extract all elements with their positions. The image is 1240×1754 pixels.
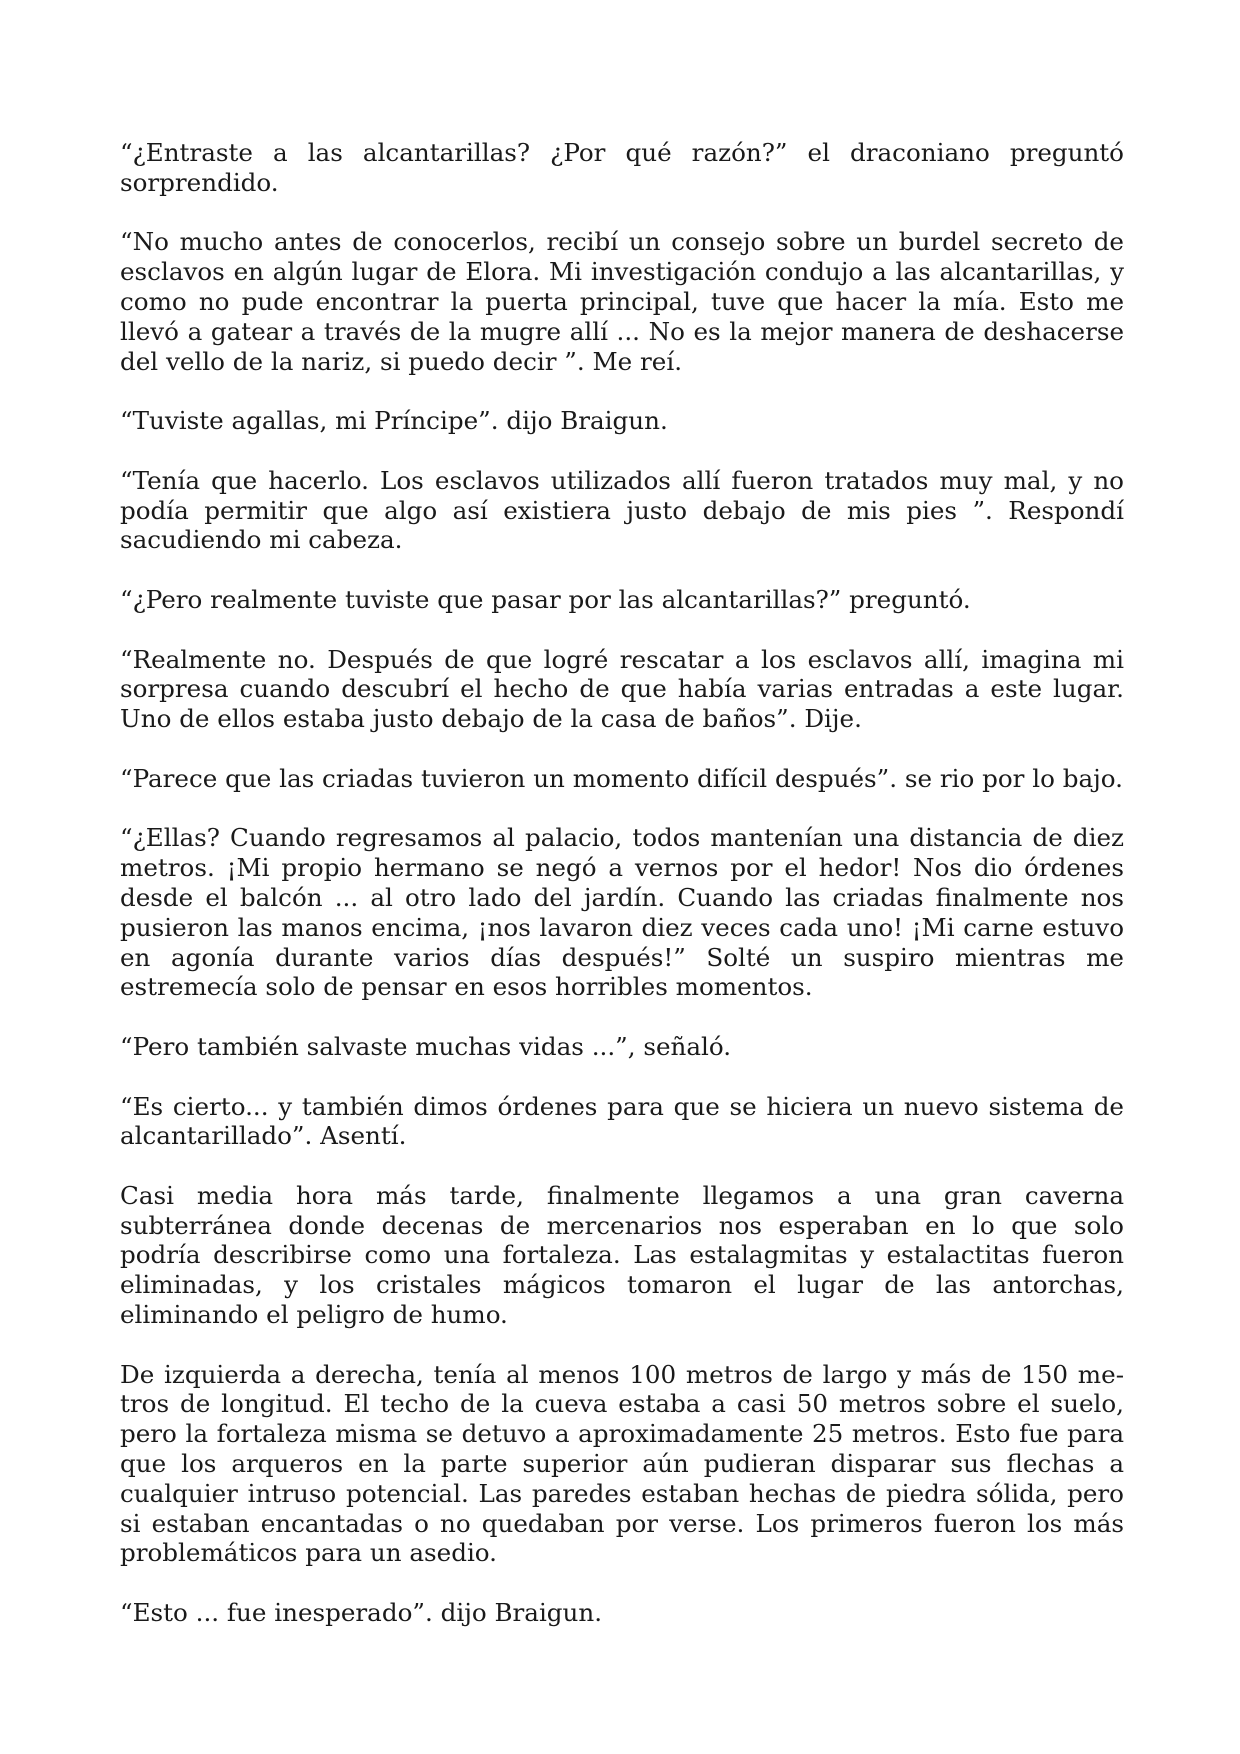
paragraph-3: “Tuviste agallas, mi Príncipe”. dijo Braigun. [120,406,668,436]
paragraph-6: “Realmente no. Después de que logré rescatar a los esclavos allí, imagina mi sorpresa cuando descubrí el hecho de que había varias entradas a este lugar. Uno de ellos estaba justo debajo de la casa de baños”. Dije. [120,644,1124,734]
paragraph-8: “¿Ellas? Cuando regresamos al palacio, todos mantenían una distancia de diez metros. ¡Mi propio hermano se negó a vernos por el hedor! Nos dio órdenes desde el balcón ... al otro lado del jardín. Cuando las criadas finalmente nos pusieron las manos encima, ¡nos lavaron diez veces cada uno! ¡Mi carne estuvo en agonía durante varios días después!” Solté un suspiro mientras me estremecía solo de pensar en esos horribles momentos. [120,823,1124,1002]
paragraph-11: Casi media hora más tarde, finalmente llegamos a una gran caverna subterránea donde decenas de mercenarios nos esperaban en lo que solo podría describirse como una fortaleza. Las estalagmitas y estalactitas fueron eliminadas, y los cristales mágicos tomaron el lugar de las antorchas, eliminando el peligro de humo. [120,1180,1124,1330]
paragraph-1: “¿Entraste a las alcantarillas? ¿Por qué razón?” el draconiano preguntó sorprendido. [120,138,1124,197]
paragraph-12: De izquierda a derecha, tenía al menos 100 metros de largo y más de 150 metros de longitud. El techo de la cueva estaba a casi 50 metros sobre el suelo, pero la fortaleza misma se detuvo a aproximadamente 25 metros. Esto fue para que los arqueros en la parte superior aún pudieran disparar sus flechas a cualquier intruso potencial. Las paredes estaban hechas de piedra sólida, pero si estaban encantadas o no quedaban por verse. Los primeros fueron los más problemáticos para un asedio. [120,1359,1124,1568]
paragraph-10: “Es cierto... y también dimos órdenes para que se hiciera un nuevo sistema de alcantarillado”. Asentí. [120,1091,1124,1151]
document-page [120,138,1124,1628]
paragraph-13: “Esto ... fue inesperado”. dijo Braigun. [120,1598,603,1628]
paragraph-4: “Tenía que hacerlo. Los esclavos utilizados allí fueron tratados muy mal, y no podía permitir que algo así existiera justo debajo de mis pies ”. Respondí sacudiendo mi cabeza. [120,465,1124,555]
paragraph-9: “Pero también salvaste muchas vidas ...”, señaló. [120,1031,732,1061]
paragraph-7: “Parece que las criadas tuvieron un momento difícil después”. se rio por lo bajo. [120,763,1123,793]
paragraph-5: “¿Pero realmente tuviste que pasar por las alcantarillas?” preguntó. [120,584,971,614]
paragraph-2: “No mucho antes de conocerlos, recibí un consejo sobre un burdel secreto de esclavos en algún lugar de Elora. Mi investigación condujo a las alcantarillas, y como no pude encontrar la puerta principal, tuve que hacer la mía. Esto me llevó a gatear a través de la mugre allí ... No es la mejor manera de deshacerse del vello de la nariz, si puedo decir ”. Me reí. [120,227,1124,376]
